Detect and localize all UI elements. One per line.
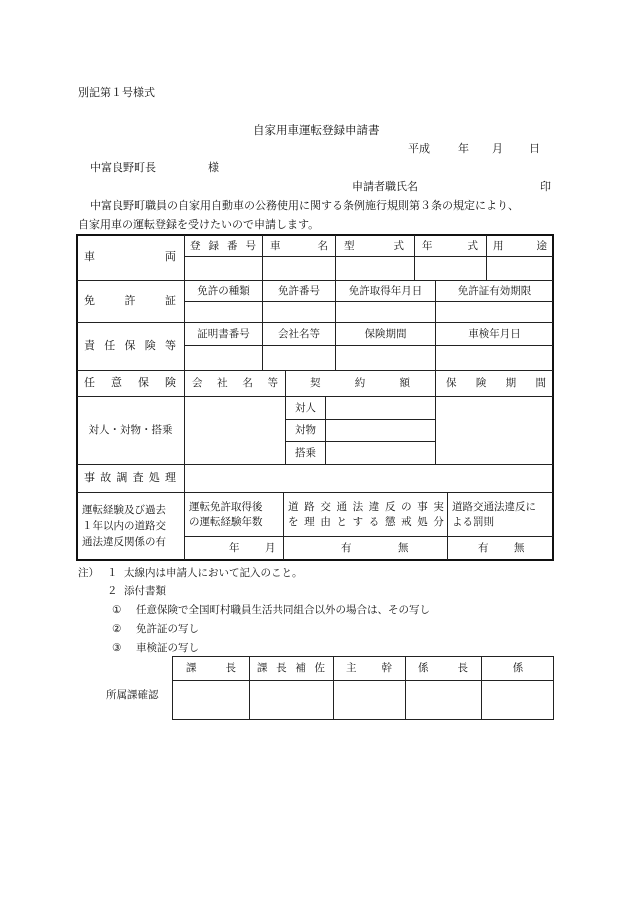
- license-label: 免 許 証: [84, 294, 176, 308]
- note-2-text: 添付書類: [124, 585, 166, 597]
- form-number: 別記第１号様式: [78, 86, 155, 99]
- date-month: 月: [492, 142, 503, 155]
- col-contract-amount: 契 約 額: [310, 377, 410, 390]
- experience-month-unit: 月: [265, 542, 276, 555]
- col-certificate-number: 証明書番号: [197, 327, 250, 340]
- approval-col-staff: 係: [512, 662, 524, 675]
- vehicle-label-1: 車: [84, 250, 95, 264]
- attachment-1-mark: ①: [112, 604, 122, 616]
- accident-label: 事 故 調 査 処 理: [84, 471, 176, 485]
- penalty-no: 無: [514, 542, 525, 555]
- attachment-3-text: 車検証の写し: [136, 642, 199, 654]
- note-2-number: ２: [107, 585, 118, 597]
- col-inspection-date: 車検年月日: [468, 327, 521, 340]
- col-experience-years: 運転免許取得後 の運転経験年数: [189, 501, 263, 528]
- col-voluntary-period: 保 険 期 間: [446, 377, 546, 390]
- col-license-type: 免許の種類: [197, 284, 250, 297]
- col-model: 型 式: [344, 239, 404, 252]
- col-disciplinary: 道 路 交 通 法 違 反 の 事 実 を 理 由 と す る 懲 戒 処 分: [288, 501, 444, 528]
- approval-col-deputy-chief: 課 長 補 佐: [257, 662, 325, 675]
- applicant-label: 申請者職氏名: [352, 180, 418, 193]
- col-company: 会社名等: [278, 327, 320, 340]
- disciplinary-yes: 有: [341, 542, 352, 555]
- form-title: 自家用車運転登録申請書: [253, 123, 380, 137]
- experience-label: 運転経験及び過去 １年以内の道路交 通法違反関係の有: [82, 504, 166, 548]
- addressee-honorific: 様: [208, 161, 219, 174]
- approval-col-subsection-chief: 係 長: [418, 662, 468, 675]
- body-line-1: 中富良野町職員の自家用自動車の公務使用に関する条例施行規則第３条の規定により、: [90, 199, 519, 212]
- note-1-number: １: [107, 567, 118, 579]
- note-prefix: 注）: [78, 567, 99, 579]
- col-penalty: 道路交通法違反に よる罰則: [452, 501, 536, 528]
- date-era: 平成: [408, 142, 430, 155]
- col-license-date: 免許取得年月日: [348, 284, 423, 297]
- penalty-yes: 有: [478, 542, 489, 555]
- attachment-2-text: 免許証の写し: [136, 623, 199, 635]
- col-license-expiry: 免許証有効期限: [457, 284, 532, 297]
- attachment-2-mark: ②: [112, 623, 122, 635]
- coverage-bodily: 対人: [295, 401, 316, 414]
- body-line-2: 自家用車の運転登録を受けたいので申請します。: [78, 218, 320, 231]
- approval-col-senior: 主 幹: [346, 662, 392, 675]
- seal-mark: 印: [540, 180, 551, 193]
- col-year-model: 年 式: [422, 239, 478, 252]
- date-year: 年: [458, 142, 469, 155]
- liability-label: 責 任 保 険 等: [84, 339, 176, 353]
- note-1-text: 太線内は申請人において記入のこと。: [124, 567, 303, 579]
- voluntary-label: 任 意 保 険: [84, 376, 176, 390]
- coverage-label: 対人・対物・搭乗: [88, 424, 173, 437]
- coverage-passenger: 搭乗: [295, 446, 316, 459]
- approval-label: 所属課確認: [106, 689, 159, 701]
- col-insurance-period: 保険期間: [364, 327, 407, 340]
- col-registration-number: 登 録 番 号: [190, 239, 256, 252]
- attachment-3-mark: ③: [112, 642, 122, 654]
- attachment-1-text: 任意保険で全国町村職員生活共同組合以外の場合は、その写し: [136, 604, 430, 616]
- col-license-number: 免許番号: [278, 284, 320, 297]
- approval-col-section-chief: 課 長: [186, 662, 236, 675]
- col-voluntary-company: 会 社 名 等: [192, 377, 278, 390]
- coverage-property: 対物: [295, 424, 316, 437]
- vehicle-label: [84, 235, 176, 280]
- col-usage: 用 途: [493, 239, 547, 252]
- disciplinary-no: 無: [398, 542, 409, 555]
- date-day: 日: [529, 142, 540, 155]
- experience-year-unit: 年: [229, 542, 240, 555]
- vehicle-label-2: 両: [165, 250, 176, 264]
- addressee-name: 中富良野町長: [90, 161, 156, 174]
- col-car-name: 車 名: [270, 239, 328, 252]
